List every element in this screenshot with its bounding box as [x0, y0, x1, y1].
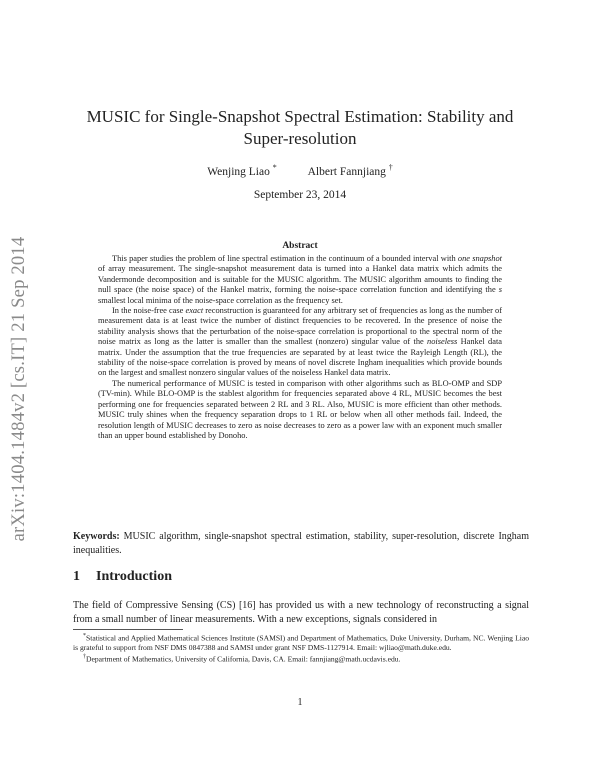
abstract-paragraph-1: This paper studies the problem of line spectral estimation in the continuum of a bounded interval with one snapshot of array measurement. The single-snapshot measurement data is turned into a Hankel data matrix which admits the Vandermonde decomposition and is suitable for the MUSIC algorithm. The MUSIC algorithm amounts to finding the null space (the noise space) of the Hankel matrix, forming the noise-space correlation function and identifying the s smallest local minima of the noise-space correlation as the frequency set. — [98, 254, 502, 305]
intro-paragraph: The field of Compressive Sensing (CS) [16] has provided us with a new technology of reconstructing a signal from a small number of linear measurements. With a new exceptions, signals considered in — [73, 600, 529, 625]
author-1 — [207, 163, 277, 178]
section-title: Introduction — [96, 569, 172, 584]
footnote-2: †Department of Mathematics, University of California, Davis, CA. Email: fannjiang@math.ucdavis.edu. — [83, 653, 401, 664]
abstract-paragraph-2: In the noise-free case exact reconstruction is guaranteed for any arbitrary set of frequencies as long as the number of measurement data is at least twice the number of distinct frequencies to be recovered. In the presence of noise the stability analysis shows that the perturbation of the noise-space correlation is proportional to the spectral norm of the noise matrix as long as the latter is smaller than the smallest (nonzero) singular value of the noiseless Hankel data matrix. Under the assumption that the true frequencies are separated by at least twice the Rayleigh Length (RL), the stability of the noise-space correlation is proved by means of novel discrete Ingham inequalities which provide bounds on the largest and smallest nonzero singular values of the noiseless Hankel data matrix. — [98, 306, 503, 378]
abstract-heading: Abstract — [282, 241, 318, 251]
footnote-divider — [73, 629, 183, 630]
abstract-paragraph-3: The numerical performance of MUSIC is tested in comparison with other algorithms such as BLO-OMP and SDP (TV-min). While BLO-OMP is the stablest algorithm for frequencies separated above 4 RL, MUSIC becomes the best performing one for frequencies separated between 2 RL and 3 RL. Also, MUSIC is more efficient than other methods. MUSIC truly shines when the frequency separation drops to 1 RL or below when all other methods fail. Indeed, the resolution length of MUSIC decreases to zero as noise decreases to zero as a power law with an exponent much smaller than an upper bound established by Donoho. — [98, 378, 502, 440]
author-2-name: Albert Fannjiang — [307, 165, 386, 178]
keywords-text: MUSIC algorithm, single-snapshot spectral estimation, stability, super-resolution, discrete Ingham inequalities. — [73, 531, 529, 556]
keywords — [73, 530, 529, 557]
author-1-name: Wenjing Liao — [207, 165, 270, 178]
arxiv-id: arXiv:1404.1484v2 [cs.IT] 21 Sep 2014 — [8, 236, 29, 542]
author-list — [180, 163, 420, 178]
abstract-body — [98, 254, 502, 441]
author-1-mark: * — [272, 163, 277, 172]
paper-date: September 23, 2014 — [253, 189, 347, 201]
paper-title: MUSIC for Single-Snapshot Spectral Estimation: Stability and Super-resolution — [86, 107, 514, 148]
section-number: 1 — [73, 569, 80, 584]
footnote-1: *Statistical and Applied Mathematical Sciences Institute (SAMSI) and Department of Mathematics, Duke University, Durham, NC. Wenjing Liao is grateful to support from NSF DMS 0847388 and SAMSI under grant NSF DMS-1127914. Email: wjliao@math.duke.edu. — [73, 633, 529, 653]
footnotes — [73, 632, 529, 664]
author-2-mark: † — [388, 163, 393, 172]
keywords-label: Keywords: — [73, 531, 120, 542]
section-heading — [73, 569, 529, 585]
arxiv-stamp — [2, 208, 36, 570]
page-number: 1 — [297, 697, 303, 708]
author-2 — [307, 163, 393, 178]
